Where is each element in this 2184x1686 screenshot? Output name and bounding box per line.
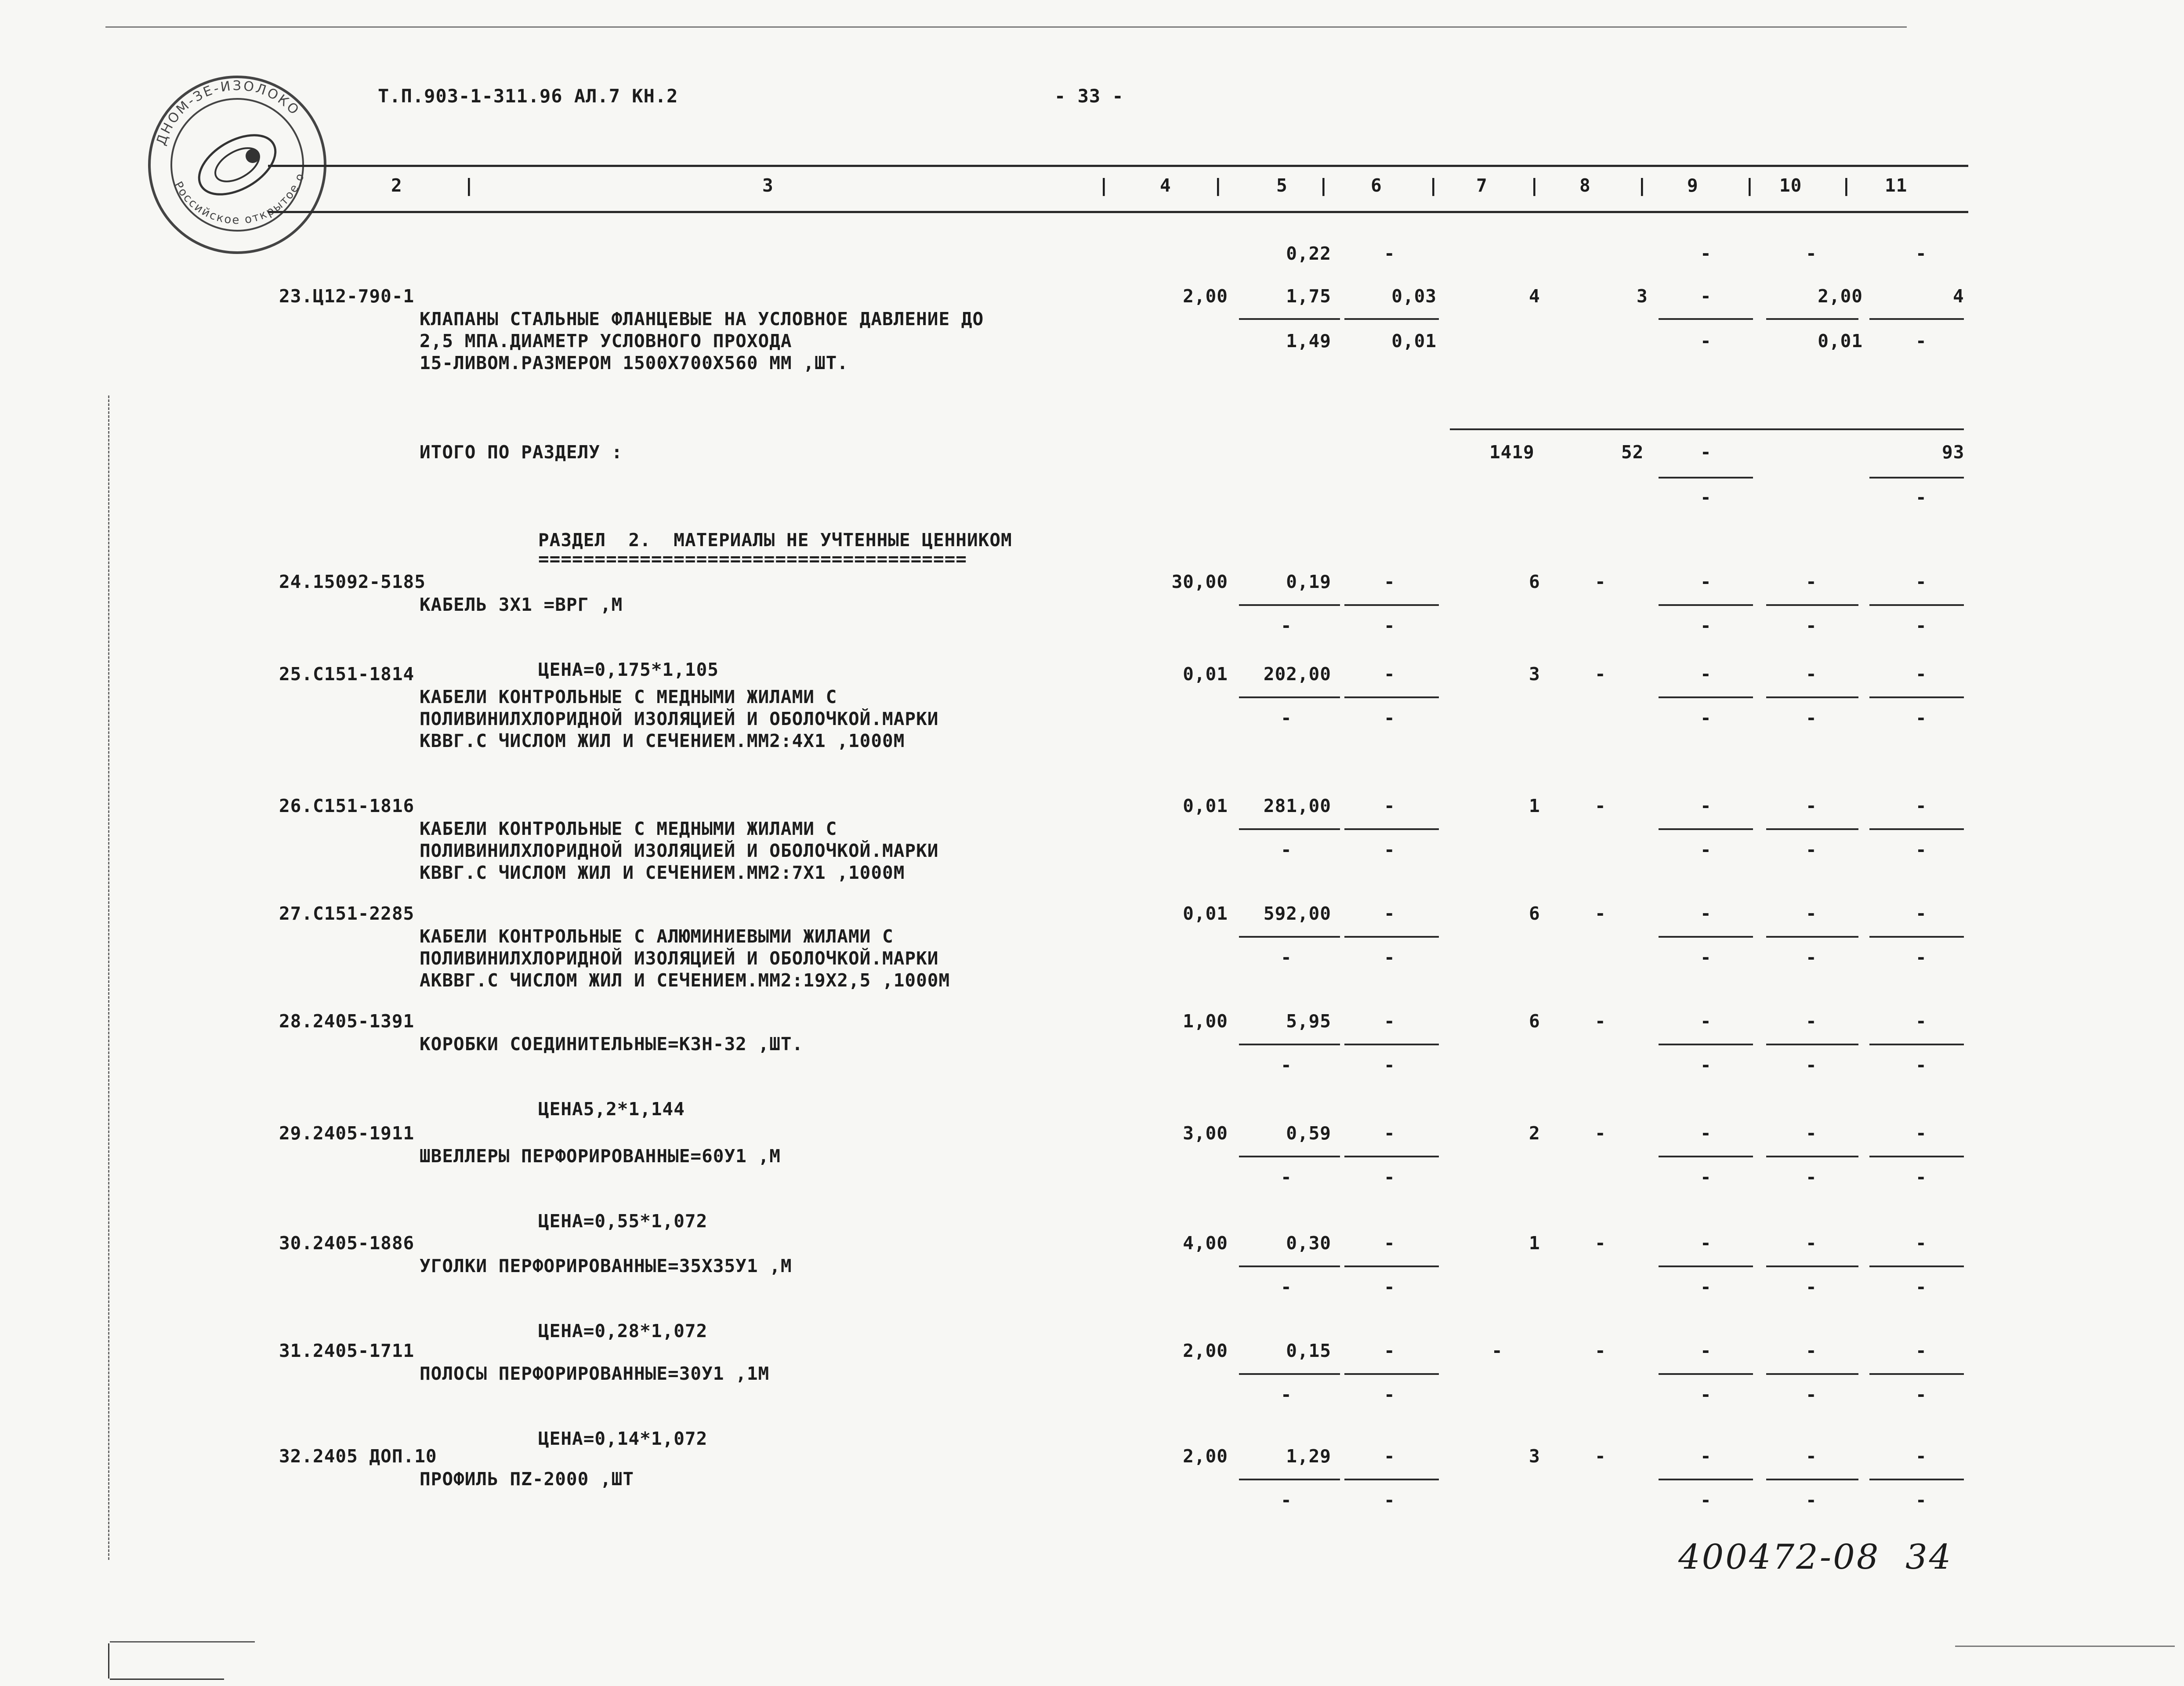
row-description: ШВЕЛЛЕРЫ ПЕРФОРИРОВАННЫЕ=60У1 ,М xyxy=(420,1146,781,1167)
row-price-note: ЦЕНА=0,55*1,072 xyxy=(538,1211,708,1232)
row-c10: - xyxy=(1806,1011,1817,1032)
row-underline xyxy=(1766,1373,1858,1375)
row-subtotal: - xyxy=(1806,1055,1817,1076)
row-description: КВВГ.С ЧИСЛОМ ЖИЛ И СЕЧЕНИЕМ.ММ2:4Х1 ,1000М xyxy=(420,730,905,751)
row-c6: - xyxy=(1384,1446,1395,1467)
row-code: 26.С151-1816 xyxy=(279,795,415,816)
total-c9b: - xyxy=(1700,487,1712,508)
row-underline xyxy=(1659,1479,1753,1480)
row-subtotal: - xyxy=(1806,839,1817,860)
stamp-text-bottom: Российское открытое о xyxy=(171,170,308,227)
col-3: 3 xyxy=(762,175,774,196)
left-margin-line xyxy=(108,395,109,1560)
col-sep: | xyxy=(1428,175,1439,196)
row-c9: - xyxy=(1700,795,1712,816)
row-underline xyxy=(1766,828,1858,830)
row23-c6: 0,03 xyxy=(1391,286,1437,307)
row23-line-c11 xyxy=(1869,318,1964,320)
row-c5: 592,00 xyxy=(1263,903,1331,924)
col-sep: | xyxy=(1318,175,1329,196)
row-subtotal: - xyxy=(1384,615,1395,636)
col-6: 6 xyxy=(1371,175,1382,196)
col-8: 8 xyxy=(1579,175,1591,196)
row23-c9: - xyxy=(1700,286,1712,307)
row-code: 24.15092-5185 xyxy=(279,571,426,592)
row-subtotal: - xyxy=(1700,1167,1712,1188)
row23-c10b: 0,01 xyxy=(1818,330,1863,352)
row-c8: - xyxy=(1595,571,1606,592)
row23-line-c9 xyxy=(1659,318,1753,320)
row-c10: - xyxy=(1806,795,1817,816)
row-c4: 4,00 xyxy=(1183,1233,1228,1254)
row-code: 29.2405-1911 xyxy=(279,1123,415,1144)
row-code: 27.С151-2285 xyxy=(279,903,415,924)
col-sep: | xyxy=(1744,175,1756,196)
row-c4: 1,00 xyxy=(1183,1011,1228,1032)
row-c7: 1 xyxy=(1529,1233,1540,1254)
row-description: УГОЛКИ ПЕРФОРИРОВАННЫЕ=35Х35У1 ,М xyxy=(420,1255,792,1276)
row-c8: - xyxy=(1595,664,1606,685)
row-c9: - xyxy=(1700,1011,1712,1032)
row-subtotal: - xyxy=(1806,947,1817,968)
row-underline xyxy=(1659,1373,1753,1375)
row-code: 30.2405-1886 xyxy=(279,1233,415,1254)
row-underline xyxy=(1344,1156,1439,1157)
row-subtotal: - xyxy=(1700,839,1712,860)
row-c4: 2,00 xyxy=(1183,1446,1228,1467)
row-c5: 0,19 xyxy=(1286,571,1331,592)
row-subtotal: - xyxy=(1281,1384,1292,1405)
row-subtotal: - xyxy=(1806,1276,1817,1298)
col-5: 5 xyxy=(1276,175,1288,196)
row-underline xyxy=(1869,1373,1964,1375)
row23-c4: 2,00 xyxy=(1183,286,1228,307)
row-underline xyxy=(1869,1044,1964,1045)
row23-c11: 4 xyxy=(1953,286,1964,307)
total-top-line xyxy=(1450,428,1964,430)
col-sep: | xyxy=(1637,175,1648,196)
row-underline xyxy=(1766,696,1858,698)
row-c9: - xyxy=(1700,1446,1712,1467)
total-c11: 93 xyxy=(1942,442,1965,463)
row-c10: - xyxy=(1806,1233,1817,1254)
row-code: 31.2405-1711 xyxy=(279,1340,415,1361)
row-subtotal: - xyxy=(1384,947,1395,968)
col-sep: | xyxy=(1529,175,1540,196)
row23-c11b: - xyxy=(1916,330,1927,352)
bottom-edge-line-left xyxy=(110,1641,255,1642)
row23-desc2: 2,5 МПА.ДИАМЕТР УСЛОВНОГО ПРОХОДА xyxy=(420,330,792,352)
row-c11: - xyxy=(1916,1340,1927,1361)
bottom-corner-line xyxy=(110,1679,224,1680)
row-subtotal: - xyxy=(1916,1055,1927,1076)
row-c8: - xyxy=(1595,1233,1606,1254)
row-c11: - xyxy=(1916,1123,1927,1144)
row-c4: 0,01 xyxy=(1183,903,1228,924)
row-c5: 1,29 xyxy=(1286,1446,1331,1467)
row-underline xyxy=(1239,828,1340,830)
col-sep: | xyxy=(464,175,475,196)
row-c11: - xyxy=(1916,1011,1927,1032)
total-c11b: - xyxy=(1916,487,1927,508)
row-price-note: ЦЕНА5,2*1,144 xyxy=(538,1099,685,1120)
row-underline xyxy=(1239,1044,1340,1045)
row-description: ПОЛИВИНИЛХЛОРИДНОЙ ИЗОЛЯЦИЕЙ И ОБОЛОЧКОЙ.МАРКИ xyxy=(420,708,939,729)
handwritten-number: 400472-08 34 xyxy=(1678,1537,1953,1577)
row-c7: 2 xyxy=(1529,1123,1540,1144)
row-subtotal: - xyxy=(1916,1167,1927,1188)
col-7: 7 xyxy=(1476,175,1488,196)
col-11: 11 xyxy=(1885,175,1908,196)
row-c7: 1 xyxy=(1529,795,1540,816)
row-c10: - xyxy=(1806,664,1817,685)
row-c8: - xyxy=(1595,795,1606,816)
row-c11: - xyxy=(1916,1233,1927,1254)
row23-c5b: 1,49 xyxy=(1286,330,1331,352)
row-underline xyxy=(1659,696,1753,698)
total-label: ИТОГО ПО РАЗДЕЛУ : xyxy=(420,442,623,463)
row23-line-c6 xyxy=(1344,318,1439,320)
row-c9: - xyxy=(1700,1340,1712,1361)
row23-c9b: - xyxy=(1700,330,1712,352)
row-underline xyxy=(1344,936,1439,938)
row-c9: - xyxy=(1700,664,1712,685)
total-c9: - xyxy=(1700,442,1712,463)
row-c5: 281,00 xyxy=(1263,795,1331,816)
row23-desc3: 15-ЛИВОМ.РАЗМЕРОМ 1500Х700Х560 ММ ,ШТ. xyxy=(420,352,848,373)
row-underline xyxy=(1766,1479,1858,1480)
row23-line-c10 xyxy=(1766,318,1858,320)
row-subtotal: - xyxy=(1384,1384,1395,1405)
top-edge-line xyxy=(105,26,1907,28)
section2-title: РАЗДЕЛ 2. МАТЕРИАЛЫ НЕ УЧТЕННЫЕ ЦЕННИКОМ xyxy=(538,529,1012,551)
col-4: 4 xyxy=(1160,175,1171,196)
row-c6: - xyxy=(1384,795,1395,816)
row-c8: - xyxy=(1595,1446,1606,1467)
row-underline xyxy=(1239,1479,1340,1480)
row-subtotal: - xyxy=(1281,839,1292,860)
row-underline xyxy=(1659,828,1753,830)
row-underline xyxy=(1869,604,1964,606)
row-underline xyxy=(1239,1156,1340,1157)
row-underline xyxy=(1869,1156,1964,1157)
row23-code: 23.Ц12-790-1 xyxy=(279,286,415,307)
row-underline xyxy=(1344,1479,1439,1480)
row-underline xyxy=(1344,604,1439,606)
row-c5: 0,30 xyxy=(1286,1233,1331,1254)
row-c10: - xyxy=(1806,1123,1817,1144)
row-description: КАБЕЛИ КОНТРОЛЬНЫЕ С МЕДНЫМИ ЖИЛАМИ С xyxy=(420,818,837,839)
row-subtotal: - xyxy=(1700,1490,1712,1511)
row-underline xyxy=(1344,828,1439,830)
row-description: КВВГ.С ЧИСЛОМ ЖИЛ И СЕЧЕНИЕМ.ММ2:7Х1 ,1000М xyxy=(420,862,905,883)
row-description: КАБЕЛИ КОНТРОЛЬНЫЕ С МЕДНЫМИ ЖИЛАМИ С xyxy=(420,686,837,707)
row-c6: - xyxy=(1384,1233,1395,1254)
row-subtotal: - xyxy=(1806,707,1817,729)
row-c11: - xyxy=(1916,903,1927,924)
row-underline xyxy=(1239,696,1340,698)
col-sep: | xyxy=(1213,175,1224,196)
row-subtotal: - xyxy=(1384,1167,1395,1188)
row-subtotal: - xyxy=(1281,615,1292,636)
total-c7: 1419 xyxy=(1489,442,1535,463)
row-c5: 5,95 xyxy=(1286,1011,1331,1032)
row-subtotal: - xyxy=(1806,1384,1817,1405)
row-code: 25.С151-1814 xyxy=(279,664,415,685)
header-top-line xyxy=(268,165,1968,167)
row23-c6b: 0,01 xyxy=(1391,330,1437,352)
total-line-c11 xyxy=(1869,477,1964,479)
row-underline xyxy=(1766,1156,1858,1157)
row-c6: - xyxy=(1384,664,1395,685)
row-subtotal: - xyxy=(1916,839,1927,860)
row23-desc1: КЛАПАНЫ СТАЛЬНЫЕ ФЛАНЦЕВЫЕ НА УСЛОВНОЕ ДАВЛЕНИЕ ДО xyxy=(420,308,984,330)
row-subtotal: - xyxy=(1700,707,1712,729)
row-c4: 30,00 xyxy=(1171,571,1228,592)
row23-c7: 4 xyxy=(1529,286,1540,307)
row-description: КОРОБКИ СОЕДИНИТЕЛЬНЫЕ=КЗН-32 ,ШТ. xyxy=(420,1033,804,1055)
row-description: АКВВГ.С ЧИСЛОМ ЖИЛ И СЕЧЕНИЕМ.ММ2:19Х2,5 ,1000М xyxy=(420,970,950,991)
row-underline xyxy=(1659,1156,1753,1157)
row-underline xyxy=(1659,1265,1753,1267)
row-subtotal: - xyxy=(1916,615,1927,636)
top-c6: - xyxy=(1384,243,1395,264)
row-underline xyxy=(1659,936,1753,938)
row-c5: 202,00 xyxy=(1263,664,1331,685)
row-subtotal: - xyxy=(1384,1490,1395,1511)
row-c10: - xyxy=(1806,571,1817,592)
row-description: ПОЛОСЫ ПЕРФОРИРОВАННЫЕ=30У1 ,1М xyxy=(420,1363,770,1384)
row-underline xyxy=(1344,696,1439,698)
row-description: ПОЛИВИНИЛХЛОРИДНОЙ ИЗОЛЯЦИЕЙ И ОБОЛОЧКОЙ.МАРКИ xyxy=(420,948,939,969)
col-sep: | xyxy=(1098,175,1110,196)
row-c6: - xyxy=(1384,571,1395,592)
row-subtotal: - xyxy=(1700,1055,1712,1076)
row-c6: - xyxy=(1384,903,1395,924)
row-subtotal: - xyxy=(1384,707,1395,729)
row-underline xyxy=(1239,936,1340,938)
row-c11: - xyxy=(1916,571,1927,592)
row-c11: - xyxy=(1916,1446,1927,1467)
row-underline xyxy=(1659,1044,1753,1045)
row-c8: - xyxy=(1595,1340,1606,1361)
row-underline xyxy=(1766,604,1858,606)
top-c5: 0,22 xyxy=(1286,243,1331,264)
row-subtotal: - xyxy=(1384,839,1395,860)
row-underline xyxy=(1659,604,1753,606)
row-code: 32.2405 ДОП.10 xyxy=(279,1446,437,1467)
row-c5: 0,15 xyxy=(1286,1340,1331,1361)
row-subtotal: - xyxy=(1916,1276,1927,1298)
row-c9: - xyxy=(1700,571,1712,592)
col-10: 10 xyxy=(1779,175,1802,196)
row-subtotal: - xyxy=(1281,947,1292,968)
row-subtotal: - xyxy=(1916,1384,1927,1405)
row-subtotal: - xyxy=(1916,1490,1927,1511)
row-underline xyxy=(1344,1373,1439,1375)
row-c6: - xyxy=(1384,1123,1395,1144)
row-description: ПОЛИВИНИЛХЛОРИДНОЙ ИЗОЛЯЦИЕЙ И ОБОЛОЧКОЙ.МАРКИ xyxy=(420,840,939,861)
row-underline xyxy=(1869,1265,1964,1267)
row-underline xyxy=(1766,936,1858,938)
row-c10: - xyxy=(1806,1340,1817,1361)
row-c7: - xyxy=(1492,1340,1503,1361)
stamp-text-top: ДНОМ-ЗЕ-ИЗОЛОКО xyxy=(153,78,303,148)
row-c9: - xyxy=(1700,1233,1712,1254)
row23-c10: 2,00 xyxy=(1818,286,1863,307)
top-c11: - xyxy=(1916,243,1927,264)
row-underline xyxy=(1239,1265,1340,1267)
doc-code: Т.П.903-1-311.96 АЛ.7 КН.2 xyxy=(378,85,678,107)
total-c8: 52 xyxy=(1621,442,1644,463)
row-c7: 6 xyxy=(1529,1011,1540,1032)
col-2: 2 xyxy=(391,175,402,196)
row-c4: 0,01 xyxy=(1183,664,1228,685)
row-subtotal: - xyxy=(1700,615,1712,636)
row-c9: - xyxy=(1700,903,1712,924)
row-c5: 0,59 xyxy=(1286,1123,1331,1144)
row-description: ПРОФИЛЬ ПZ-2000 ,ШТ xyxy=(420,1468,634,1490)
row-subtotal: - xyxy=(1281,1276,1292,1298)
row-c7: 6 xyxy=(1529,903,1540,924)
page-number: - 33 - xyxy=(1054,85,1124,107)
row-c7: 3 xyxy=(1529,664,1540,685)
row-price-note: ЦЕНА=0,175*1,105 xyxy=(538,659,719,680)
row-c11: - xyxy=(1916,664,1927,685)
row-c6: - xyxy=(1384,1340,1395,1361)
row-c9: - xyxy=(1700,1123,1712,1144)
col-sep: | xyxy=(1841,175,1852,196)
row-c6: - xyxy=(1384,1011,1395,1032)
row-c4: 2,00 xyxy=(1183,1340,1228,1361)
row-code: 28.2405-1391 xyxy=(279,1011,415,1032)
row-c11: - xyxy=(1916,795,1927,816)
row-subtotal: - xyxy=(1916,947,1927,968)
row-underline xyxy=(1344,1044,1439,1045)
row-price-note: ЦЕНА=0,28*1,072 xyxy=(538,1320,708,1342)
row-subtotal: - xyxy=(1281,1490,1292,1511)
row-subtotal: - xyxy=(1700,947,1712,968)
row-c10: - xyxy=(1806,903,1817,924)
section2-underline: ====================================== xyxy=(538,548,967,569)
top-c9: - xyxy=(1700,243,1712,264)
row-description: КАБЕЛИ КОНТРОЛЬНЫЕ С АЛЮМИНИЕВЫМИ ЖИЛАМИ С xyxy=(420,926,894,947)
row23-line-c5 xyxy=(1239,318,1340,320)
row-description: КАБЕЛЬ 3Х1 =ВРГ ,М xyxy=(420,594,623,615)
row-underline xyxy=(1344,1265,1439,1267)
row-underline xyxy=(1239,1373,1340,1375)
row-subtotal: - xyxy=(1806,1167,1817,1188)
row-subtotal: - xyxy=(1700,1384,1712,1405)
header-bottom-line xyxy=(268,211,1968,213)
total-line-c9 xyxy=(1659,477,1753,479)
row23-c8: 3 xyxy=(1637,286,1648,307)
row-subtotal: - xyxy=(1281,707,1292,729)
row-c10: - xyxy=(1806,1446,1817,1467)
row23-c5: 1,75 xyxy=(1286,286,1331,307)
row-underline xyxy=(1766,1265,1858,1267)
row-underline xyxy=(1869,828,1964,830)
row-c4: 3,00 xyxy=(1183,1123,1228,1144)
row-underline xyxy=(1869,696,1964,698)
row-c8: - xyxy=(1595,1011,1606,1032)
row-c4: 0,01 xyxy=(1183,795,1228,816)
row-c8: - xyxy=(1595,1123,1606,1144)
col-9: 9 xyxy=(1687,175,1699,196)
row-underline xyxy=(1766,1044,1858,1045)
row-subtotal: - xyxy=(1700,1276,1712,1298)
row-subtotal: - xyxy=(1281,1167,1292,1188)
bottom-edge-line-right xyxy=(1955,1646,2175,1647)
row-subtotal: - xyxy=(1384,1055,1395,1076)
left-edge-mark xyxy=(108,1643,109,1679)
row-price-note: ЦЕНА=0,14*1,072 xyxy=(538,1428,708,1449)
row-subtotal: - xyxy=(1916,707,1927,729)
row-c7: 6 xyxy=(1529,571,1540,592)
row-underline xyxy=(1869,936,1964,938)
row-underline xyxy=(1239,604,1340,606)
row-subtotal: - xyxy=(1281,1055,1292,1076)
row-c7: 3 xyxy=(1529,1446,1540,1467)
row-subtotal: - xyxy=(1806,1490,1817,1511)
row-c8: - xyxy=(1595,903,1606,924)
row-underline xyxy=(1869,1479,1964,1480)
row-subtotal: - xyxy=(1806,615,1817,636)
row-subtotal: - xyxy=(1384,1276,1395,1298)
top-c10: - xyxy=(1806,243,1817,264)
